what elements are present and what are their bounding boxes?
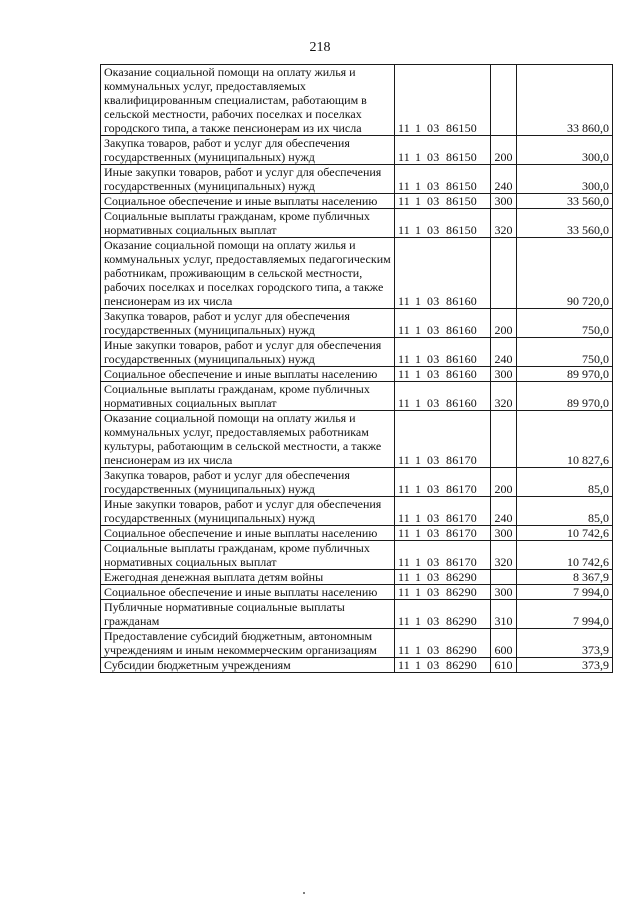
table-row xyxy=(101,238,613,309)
code-c4: 86150 xyxy=(446,194,477,208)
code-c4: 86170 xyxy=(446,511,477,525)
row-name: Иные закупки товаров, работ и услуг для обеспечения государственных (муниципальных) нужд xyxy=(101,165,395,194)
row-classification-codes xyxy=(395,497,491,526)
row-sum: 33 860,0 xyxy=(517,65,613,136)
row-sum: 33 560,0 xyxy=(517,209,613,238)
row-sum: 750,0 xyxy=(517,309,613,338)
row-expense-type: 300 xyxy=(491,367,517,382)
code-c1: 11 xyxy=(398,585,410,599)
row-expense-type xyxy=(491,570,517,585)
row-sum: 300,0 xyxy=(517,136,613,165)
row-classification-codes xyxy=(395,411,491,468)
budget-table xyxy=(100,64,613,673)
row-expense-type: 300 xyxy=(491,526,517,541)
code-c4: 86150 xyxy=(446,223,477,237)
code-c4: 86290 xyxy=(446,614,477,628)
code-c2: 1 xyxy=(415,555,422,569)
row-sum: 373,9 xyxy=(517,629,613,658)
code-c2: 1 xyxy=(415,570,422,584)
row-name: Социальное обеспечение и иные выплаты населению xyxy=(101,585,395,600)
row-classification-codes xyxy=(395,541,491,570)
row-expense-type: 300 xyxy=(491,194,517,209)
code-c1: 11 xyxy=(398,194,410,208)
table-row xyxy=(101,136,613,165)
table-row xyxy=(101,600,613,629)
code-c2: 1 xyxy=(415,294,422,308)
row-classification-codes xyxy=(395,165,491,194)
code-c2: 1 xyxy=(415,194,422,208)
code-c4: 86150 xyxy=(446,150,477,164)
row-classification-codes xyxy=(395,338,491,367)
row-sum: 10 742,6 xyxy=(517,541,613,570)
table-row xyxy=(101,468,613,497)
row-name: Социальное обеспечение и иные выплаты населению xyxy=(101,526,395,541)
row-expense-type: 320 xyxy=(491,382,517,411)
code-c2: 1 xyxy=(415,367,422,381)
table-row xyxy=(101,411,613,468)
code-c1: 11 xyxy=(398,614,410,628)
code-c4: 86170 xyxy=(446,555,477,569)
code-c2: 1 xyxy=(415,223,422,237)
row-name: Социальное обеспечение и иные выплаты населению xyxy=(101,194,395,209)
code-c2: 1 xyxy=(415,614,422,628)
code-c4: 86170 xyxy=(446,526,477,540)
code-c1: 11 xyxy=(398,555,410,569)
row-name: Закупка товаров, работ и услуг для обеспечения государственных (муниципальных) нужд xyxy=(101,468,395,497)
code-c3: 03 xyxy=(427,150,440,164)
code-c2: 1 xyxy=(415,585,422,599)
code-c3: 03 xyxy=(427,658,440,672)
table-row xyxy=(101,658,613,673)
row-sum: 10 827,6 xyxy=(517,411,613,468)
row-expense-type: 240 xyxy=(491,497,517,526)
row-sum: 89 970,0 xyxy=(517,382,613,411)
code-c3: 03 xyxy=(427,585,440,599)
code-c1: 11 xyxy=(398,570,410,584)
table-row xyxy=(101,629,613,658)
row-classification-codes xyxy=(395,65,491,136)
code-c1: 11 xyxy=(398,352,410,366)
row-sum: 85,0 xyxy=(517,468,613,497)
code-c3: 03 xyxy=(427,294,440,308)
code-c4: 86290 xyxy=(446,585,477,599)
page-speck xyxy=(303,892,305,894)
row-expense-type: 610 xyxy=(491,658,517,673)
row-name: Закупка товаров, работ и услуг для обеспечения государственных (муниципальных) нужд xyxy=(101,309,395,338)
code-c3: 03 xyxy=(427,194,440,208)
row-classification-codes xyxy=(395,238,491,309)
row-sum: 300,0 xyxy=(517,165,613,194)
row-name: Оказание социальной помощи на оплату жилья и коммунальных услуг, предоставляемых квалифицированным специалистам, работающим в сельской местности, рабочих поселках и поселках городского типа, а также пенсионерам из их числа xyxy=(101,65,395,136)
row-sum: 10 742,6 xyxy=(517,526,613,541)
code-c3: 03 xyxy=(427,323,440,337)
code-c1: 11 xyxy=(398,121,410,135)
code-c2: 1 xyxy=(415,453,422,467)
code-c3: 03 xyxy=(427,614,440,628)
code-c1: 11 xyxy=(398,658,410,672)
row-name: Иные закупки товаров, работ и услуг для обеспечения государственных (муниципальных) нужд xyxy=(101,497,395,526)
code-c1: 11 xyxy=(398,643,410,657)
code-c3: 03 xyxy=(427,643,440,657)
code-c4: 86160 xyxy=(446,323,477,337)
code-c4: 86160 xyxy=(446,352,477,366)
code-c4: 86160 xyxy=(446,367,477,381)
code-c2: 1 xyxy=(415,352,422,366)
row-classification-codes xyxy=(395,136,491,165)
row-name: Субсидии бюджетным учреждениям xyxy=(101,658,395,673)
code-c3: 03 xyxy=(427,555,440,569)
row-sum: 373,9 xyxy=(517,658,613,673)
row-sum: 89 970,0 xyxy=(517,367,613,382)
row-expense-type: 200 xyxy=(491,468,517,497)
code-c2: 1 xyxy=(415,323,422,337)
code-c3: 03 xyxy=(427,511,440,525)
code-c4: 86290 xyxy=(446,570,477,584)
row-classification-codes xyxy=(395,658,491,673)
row-classification-codes xyxy=(395,367,491,382)
table-row xyxy=(101,194,613,209)
table-row xyxy=(101,541,613,570)
row-sum: 8 367,9 xyxy=(517,570,613,585)
table-row xyxy=(101,165,613,194)
table-row xyxy=(101,367,613,382)
row-expense-type: 240 xyxy=(491,338,517,367)
row-name: Оказание социальной помощи на оплату жилья и коммунальных услуг, предоставляемых педагогическим работникам, проживающим в сельской местности, рабочих поселках и поселках городского типа, а также пенсионерам из их числа xyxy=(101,238,395,309)
row-classification-codes xyxy=(395,585,491,600)
row-name: Социальные выплаты гражданам, кроме публичных нормативных социальных выплат xyxy=(101,209,395,238)
row-classification-codes xyxy=(395,526,491,541)
code-c2: 1 xyxy=(415,179,422,193)
row-expense-type: 240 xyxy=(491,165,517,194)
table-row xyxy=(101,497,613,526)
code-c2: 1 xyxy=(415,482,422,496)
code-c4: 86290 xyxy=(446,658,477,672)
code-c1: 11 xyxy=(398,367,410,381)
row-classification-codes xyxy=(395,629,491,658)
row-expense-type: 600 xyxy=(491,629,517,658)
table-row xyxy=(101,338,613,367)
row-sum: 7 994,0 xyxy=(517,585,613,600)
code-c1: 11 xyxy=(398,453,410,467)
row-name: Оказание социальной помощи на оплату жилья и коммунальных услуг, предоставляемых работникам культуры, работающим в сельской местности, а также пенсионерам из их числа xyxy=(101,411,395,468)
table-row xyxy=(101,526,613,541)
row-classification-codes xyxy=(395,194,491,209)
row-classification-codes xyxy=(395,468,491,497)
code-c2: 1 xyxy=(415,121,422,135)
page-number: 218 xyxy=(309,40,331,55)
code-c4: 86150 xyxy=(446,121,477,135)
row-name: Социальные выплаты гражданам, кроме публичных нормативных социальных выплат xyxy=(101,382,395,411)
code-c3: 03 xyxy=(427,352,440,366)
table-row xyxy=(101,209,613,238)
row-expense-type xyxy=(491,238,517,309)
code-c1: 11 xyxy=(398,323,410,337)
code-c3: 03 xyxy=(427,482,440,496)
row-sum: 33 560,0 xyxy=(517,194,613,209)
code-c4: 86290 xyxy=(446,643,477,657)
row-expense-type xyxy=(491,65,517,136)
row-name: Социальное обеспечение и иные выплаты населению xyxy=(101,367,395,382)
row-name: Закупка товаров, работ и услуг для обеспечения государственных (муниципальных) нужд xyxy=(101,136,395,165)
row-expense-type: 310 xyxy=(491,600,517,629)
code-c3: 03 xyxy=(427,526,440,540)
code-c2: 1 xyxy=(415,511,422,525)
code-c1: 11 xyxy=(398,482,410,496)
code-c4: 86170 xyxy=(446,482,477,496)
table-row xyxy=(101,382,613,411)
code-c2: 1 xyxy=(415,526,422,540)
row-name: Публичные нормативные социальные выплаты гражданам xyxy=(101,600,395,629)
code-c2: 1 xyxy=(415,396,422,410)
row-sum: 90 720,0 xyxy=(517,238,613,309)
row-classification-codes xyxy=(395,209,491,238)
code-c3: 03 xyxy=(427,570,440,584)
row-sum: 85,0 xyxy=(517,497,613,526)
row-classification-codes xyxy=(395,570,491,585)
row-name: Предоставление субсидий бюджетным, автономным учреждениям и иным некоммерческим организациям xyxy=(101,629,395,658)
code-c4: 86160 xyxy=(446,396,477,410)
code-c1: 11 xyxy=(398,179,410,193)
row-expense-type xyxy=(491,411,517,468)
code-c2: 1 xyxy=(415,643,422,657)
code-c1: 11 xyxy=(398,223,410,237)
row-expense-type: 300 xyxy=(491,585,517,600)
table-row xyxy=(101,585,613,600)
table-row xyxy=(101,65,613,136)
code-c2: 1 xyxy=(415,150,422,164)
code-c1: 11 xyxy=(398,396,410,410)
row-name: Иные закупки товаров, работ и услуг для обеспечения государственных (муниципальных) нужд xyxy=(101,338,395,367)
code-c3: 03 xyxy=(427,223,440,237)
row-classification-codes xyxy=(395,309,491,338)
code-c4: 86170 xyxy=(446,453,477,467)
row-sum: 7 994,0 xyxy=(517,600,613,629)
code-c1: 11 xyxy=(398,511,410,525)
code-c1: 11 xyxy=(398,526,410,540)
table-row xyxy=(101,309,613,338)
row-sum: 750,0 xyxy=(517,338,613,367)
row-expense-type: 320 xyxy=(491,209,517,238)
code-c3: 03 xyxy=(427,396,440,410)
row-expense-type: 200 xyxy=(491,309,517,338)
row-name: Социальные выплаты гражданам, кроме публичных нормативных социальных выплат xyxy=(101,541,395,570)
row-expense-type: 200 xyxy=(491,136,517,165)
code-c3: 03 xyxy=(427,179,440,193)
code-c4: 86160 xyxy=(446,294,477,308)
row-expense-type: 320 xyxy=(491,541,517,570)
table-body xyxy=(101,65,613,673)
code-c4: 86150 xyxy=(446,179,477,193)
code-c3: 03 xyxy=(427,121,440,135)
row-classification-codes xyxy=(395,600,491,629)
code-c1: 11 xyxy=(398,150,410,164)
row-classification-codes xyxy=(395,382,491,411)
code-c2: 1 xyxy=(415,658,422,672)
row-name: Ежегодная денежная выплата детям войны xyxy=(101,570,395,585)
code-c3: 03 xyxy=(427,367,440,381)
code-c3: 03 xyxy=(427,453,440,467)
table-row xyxy=(101,570,613,585)
code-c1: 11 xyxy=(398,294,410,308)
